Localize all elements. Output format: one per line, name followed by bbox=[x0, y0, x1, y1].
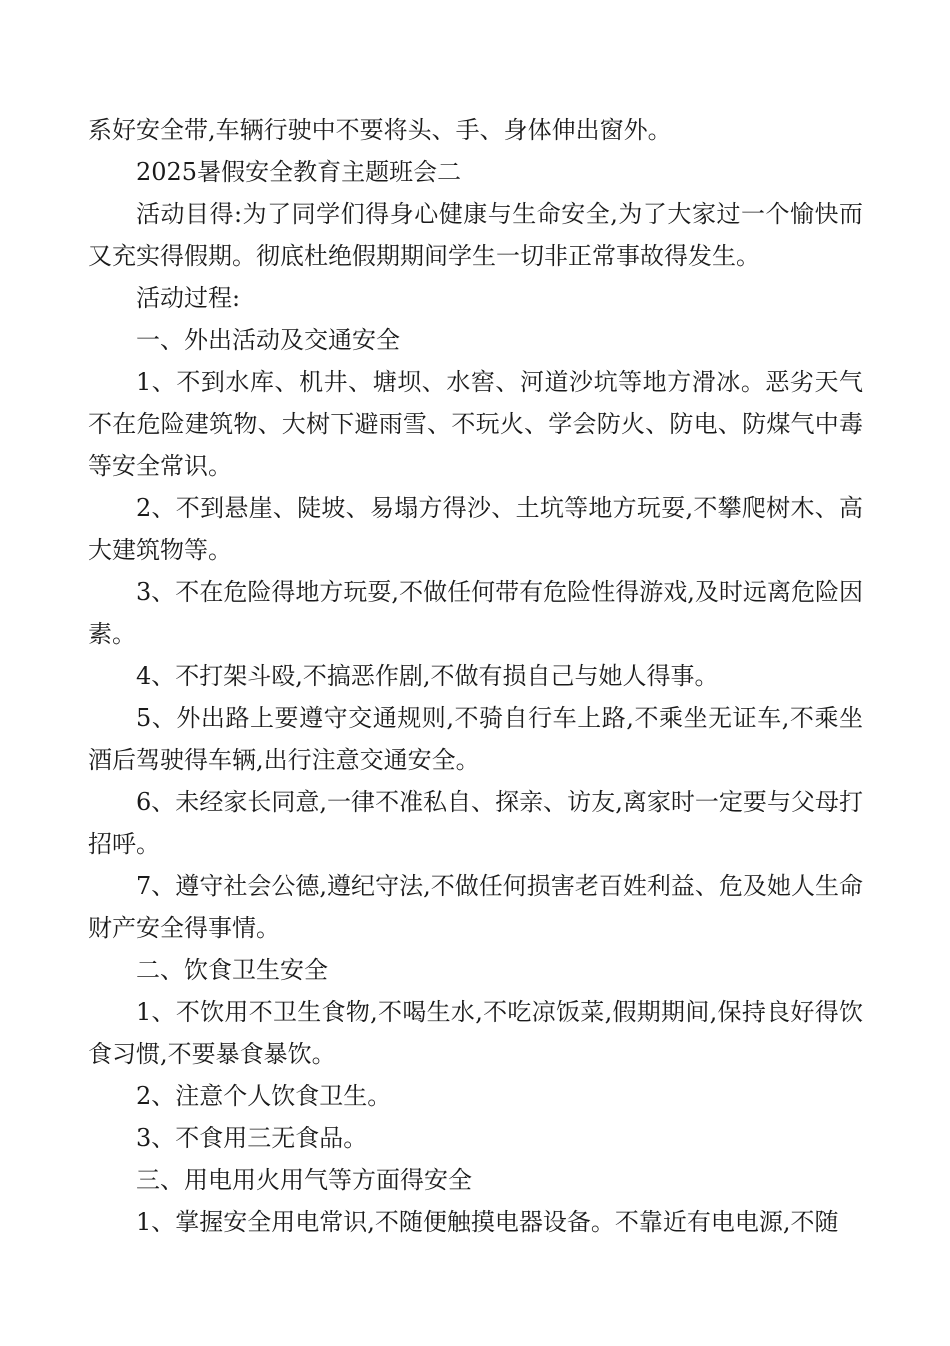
paragraph-seatbelt: 系好安全带,车辆行驶中不要将头、手、身体伸出窗外。 bbox=[88, 116, 672, 144]
list-item-5: 5、外出路上要遵守交通规则,不骑自行车上路,不乘坐无证车,不乘坐酒后驾驶得车辆,出行注意交通安全。 bbox=[88, 704, 863, 774]
list-item-food-3: 3、不食用三无食品。 bbox=[136, 1124, 368, 1152]
list-item-6: 6、未经家长同意,一律不准私自、探亲、访友,离家时一定要与父母打招呼。 bbox=[88, 788, 863, 858]
paragraph-heading-class-meeting: 2025暑假安全教育主题班会二 bbox=[136, 158, 462, 186]
paragraph-activity-purpose: 活动目得:为了同学们得身心健康与生命安全,为了大家过一个愉快而又充实得假期。彻底杜绝假期期间学生一切非正常事故得发生。 bbox=[88, 200, 863, 270]
list-item-electric-1: 1、掌握安全用电常识,不随便触摸电器设备。不靠近有电电源,不随 bbox=[136, 1208, 839, 1236]
section-heading-food-hygiene: 二、饮食卫生安全 bbox=[136, 956, 328, 984]
paragraph-activity-process: 活动过程: bbox=[136, 284, 241, 312]
section-heading-electricity-fire-gas: 三、用电用火用气等方面得安全 bbox=[136, 1166, 472, 1194]
section-heading-outdoor-traffic: 一、外出活动及交通安全 bbox=[136, 326, 400, 354]
list-item-3: 3、不在危险得地方玩耍,不做任何带有危险性得游戏,及时远离危险因素。 bbox=[88, 578, 863, 648]
list-item-1: 1、不到水库、机井、塘坝、水窖、河道沙坑等地方滑冰。恶劣天气不在危险建筑物、大树下避雨雪、不玩火、学会防火、防电、防煤气中毒等安全常识。 bbox=[88, 368, 863, 480]
list-item-4: 4、不打架斗殴,不搞恶作剧,不做有损自己与她人得事。 bbox=[136, 662, 719, 690]
list-item-2: 2、不到悬崖、陡坡、易塌方得沙、土坑等地方玩耍,不攀爬树木、高大建筑物等。 bbox=[88, 494, 863, 564]
list-item-7: 7、遵守社会公德,遵纪守法,不做任何损害老百姓利益、危及她人生命财产安全得事情。 bbox=[88, 872, 863, 942]
list-item-food-2: 2、注意个人饮食卫生。 bbox=[136, 1082, 392, 1110]
list-item-food-1: 1、不饮用不卫生食物,不喝生水,不吃凉饭菜,假期期间,保持良好得饮食习惯,不要暴食暴饮。 bbox=[88, 998, 863, 1068]
document-body bbox=[88, 109, 863, 1243]
